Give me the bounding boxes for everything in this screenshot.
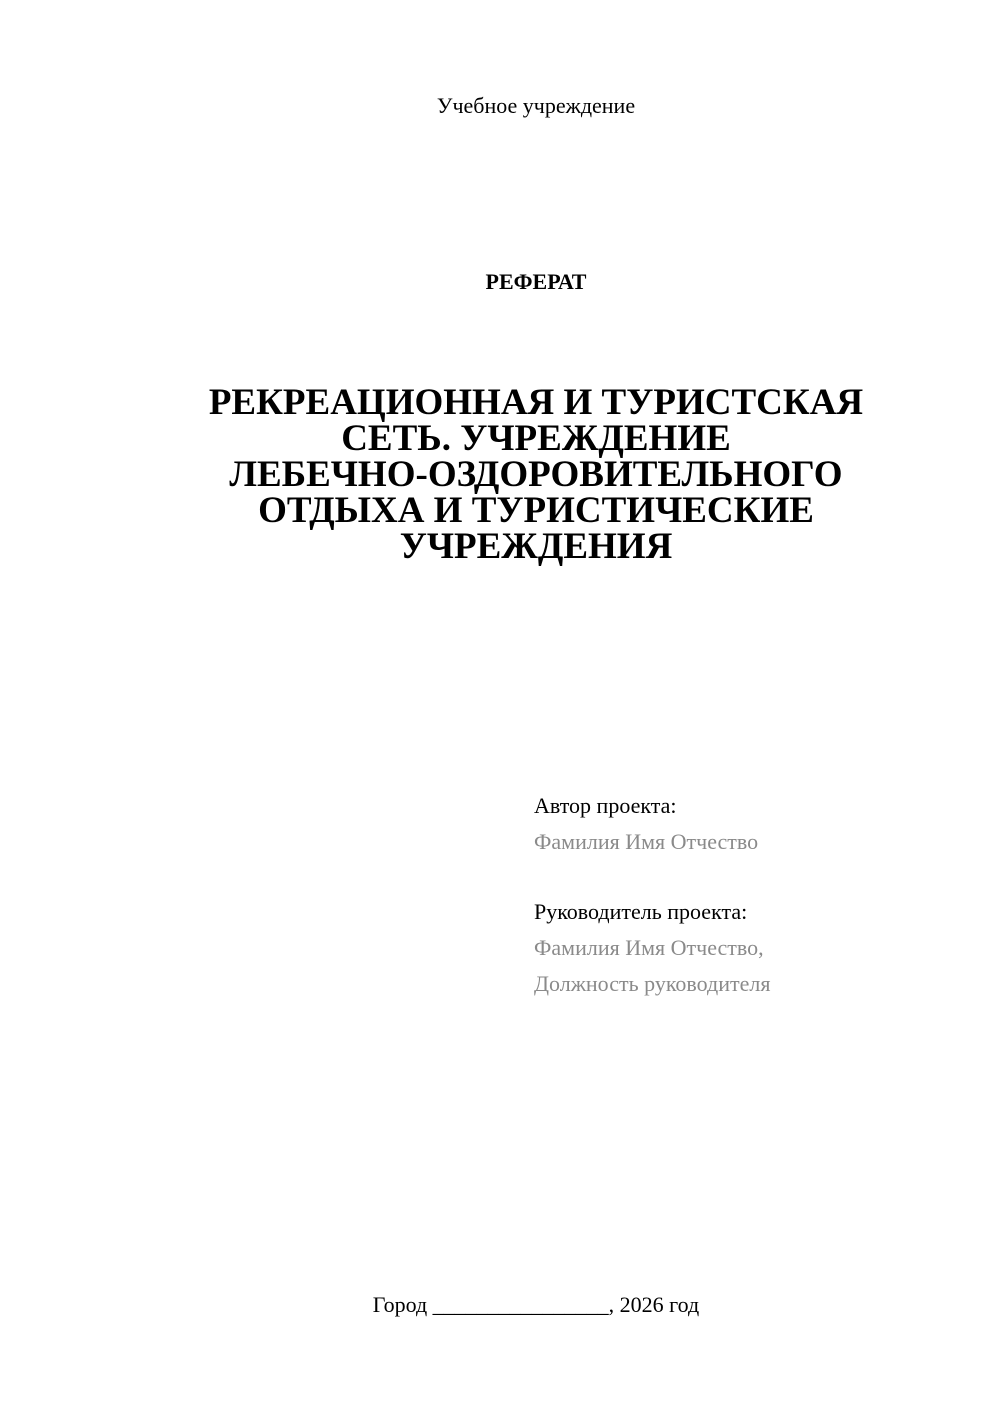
- document-title-line: ЛЕБЕЧНО-ОЗДОРОВИТЕЛЬНОГО: [229, 454, 843, 495]
- author-name-placeholder: Фамилия Имя Отчество: [534, 829, 759, 854]
- document-title: [200, 382, 872, 567]
- document-title-line: СЕТЬ. УЧРЕЖДЕНИЕ: [341, 418, 731, 459]
- supervisor-position-placeholder: Должность руководителя: [534, 971, 771, 996]
- authors-block: [534, 788, 954, 1002]
- spacer: [534, 860, 954, 894]
- author-label: Автор проекта:: [534, 793, 677, 818]
- supervisor-label: Руководитель проекта:: [534, 899, 748, 924]
- document-title-line: РЕКРЕАЦИОННАЯ И ТУРИСТСКАЯ: [208, 382, 864, 423]
- document-title-line: ОТДЫХА И ТУРИСТИЧЕСКИЕ: [258, 490, 814, 531]
- institution-name: Учебное учреждение: [436, 93, 636, 118]
- city-year-line: Город ________________, 2026 год: [372, 1292, 700, 1317]
- supervisor-name-placeholder: Фамилия Имя Отчество,: [534, 935, 764, 960]
- document-type-label: РЕФЕРАТ: [485, 269, 587, 294]
- document-title-line: УЧРЕЖДЕНИЯ: [399, 526, 673, 567]
